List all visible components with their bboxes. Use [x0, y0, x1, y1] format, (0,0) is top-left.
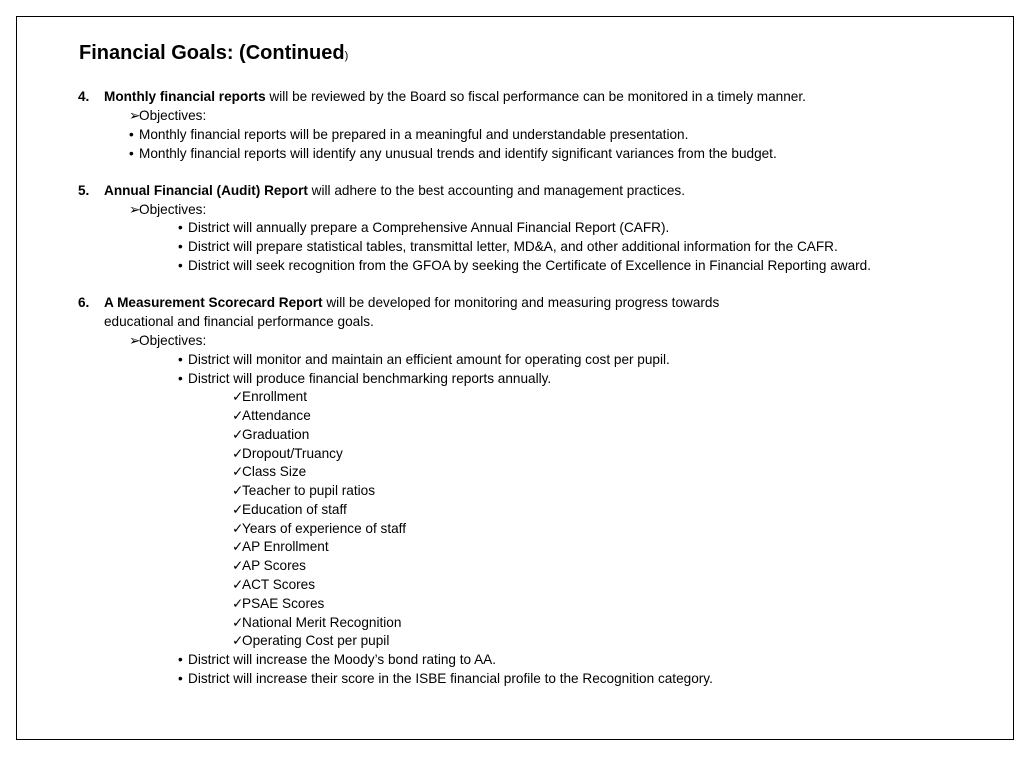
check-icon: ✓ [232, 558, 244, 573]
goal-6-bullet-4: • District will increase their score in the ISBE financial profile to the Recognition category. [178, 671, 713, 686]
goal-5-bullet-3: • District will seek recognition from the GFOA by seeking the Certificate of Excellence in Financial Reporting award. [178, 258, 872, 273]
check-icon: ✓ [232, 502, 244, 517]
check-item: ✓AP Scores [232, 558, 306, 573]
goal-6-bullet-2: • District will produce financial benchmarking reports annually. [178, 371, 552, 386]
bullet-icon: • [178, 652, 183, 667]
goal-5-lead: Annual Financial (Audit) Report will adhere to the best accounting and management practices. [104, 183, 685, 198]
check-item: ✓Years of experience of staff [232, 521, 406, 536]
check-icon: ✓ [232, 389, 244, 404]
goal-6-bullet-1: • District will monitor and maintain an efficient amount for operating cost per pupil. [178, 352, 670, 367]
check-icon: ✓ [232, 446, 244, 461]
bullet-icon: • [178, 352, 183, 367]
goal-4-number: 4. [78, 89, 90, 104]
check-item: ✓PSAE Scores [232, 596, 325, 611]
check-item: ✓Operating Cost per pupil [232, 633, 390, 648]
page-title: Financial Goals: (Continued) [79, 42, 349, 64]
check-item: ✓Enrollment [232, 389, 307, 404]
check-icon: ✓ [232, 483, 244, 498]
goal-4-objectives: ➢Objectives: [129, 108, 207, 123]
bullet-icon: • [129, 146, 134, 161]
arrow-icon: ➢ [129, 333, 141, 348]
check-icon: ✓ [232, 596, 244, 611]
goal-6-lead: A Measurement Scorecard Report will be developed for monitoring and measuring progress towards [104, 295, 720, 310]
check-icon: ✓ [232, 577, 244, 592]
check-icon: ✓ [232, 408, 244, 423]
check-icon: ✓ [232, 464, 244, 479]
goal-4-bullet-2: • Monthly financial reports will identify any unusual trends and identify significant variances from the budget. [129, 146, 777, 161]
check-item: ✓National Merit Recognition [232, 615, 402, 630]
bullet-icon: • [178, 239, 183, 254]
goal-4-bullet-1: • Monthly financial reports will be prepared in a meaningful and understandable presentation. [129, 127, 689, 142]
check-icon: ✓ [232, 615, 244, 630]
check-icon: ✓ [232, 427, 244, 442]
bullet-icon: • [178, 220, 183, 235]
check-item: ✓Attendance [232, 408, 311, 423]
check-item: ✓Graduation [232, 427, 310, 442]
goal-5-number: 5. [78, 183, 90, 198]
check-icon: ✓ [232, 633, 244, 648]
goal-6-lead-line2: educational and financial performance goals. [104, 314, 374, 329]
check-item: ✓ACT Scores [232, 577, 316, 592]
goal-5-bullet-1: • District will annually prepare a Comprehensive Annual Financial Report (CAFR). [178, 220, 670, 235]
bullet-icon: • [178, 671, 183, 686]
goal-6-number: 6. [78, 295, 90, 310]
goal-6-bullet-3: • District will increase the Moody’s bond rating to AA. [178, 652, 497, 667]
bullet-icon: • [178, 371, 183, 386]
goal-5-bullet-2: • District will prepare statistical tables, transmittal letter, MD&A, and other additional information for the CAFR. [178, 239, 838, 254]
check-item: ✓Teacher to pupil ratios [232, 483, 375, 498]
bullet-icon: • [178, 258, 183, 273]
check-icon: ✓ [232, 521, 244, 536]
goal-5-objectives: ➢Objectives: [129, 202, 207, 217]
arrow-icon: ➢ [129, 108, 141, 123]
goal-6-objectives: ➢Objectives: [129, 333, 207, 348]
check-item: ✓Dropout/Truancy [232, 446, 343, 461]
check-item: ✓AP Enrollment [232, 539, 329, 554]
arrow-icon: ➢ [129, 202, 141, 217]
check-icon: ✓ [232, 539, 244, 554]
check-item: ✓Education of staff [232, 502, 347, 517]
bullet-icon: • [129, 127, 134, 142]
check-item: ✓Class Size [232, 464, 307, 479]
goal-4-lead: Monthly financial reports will be reviewed by the Board so fiscal performance can be monitored in a timely manner. [104, 89, 806, 104]
